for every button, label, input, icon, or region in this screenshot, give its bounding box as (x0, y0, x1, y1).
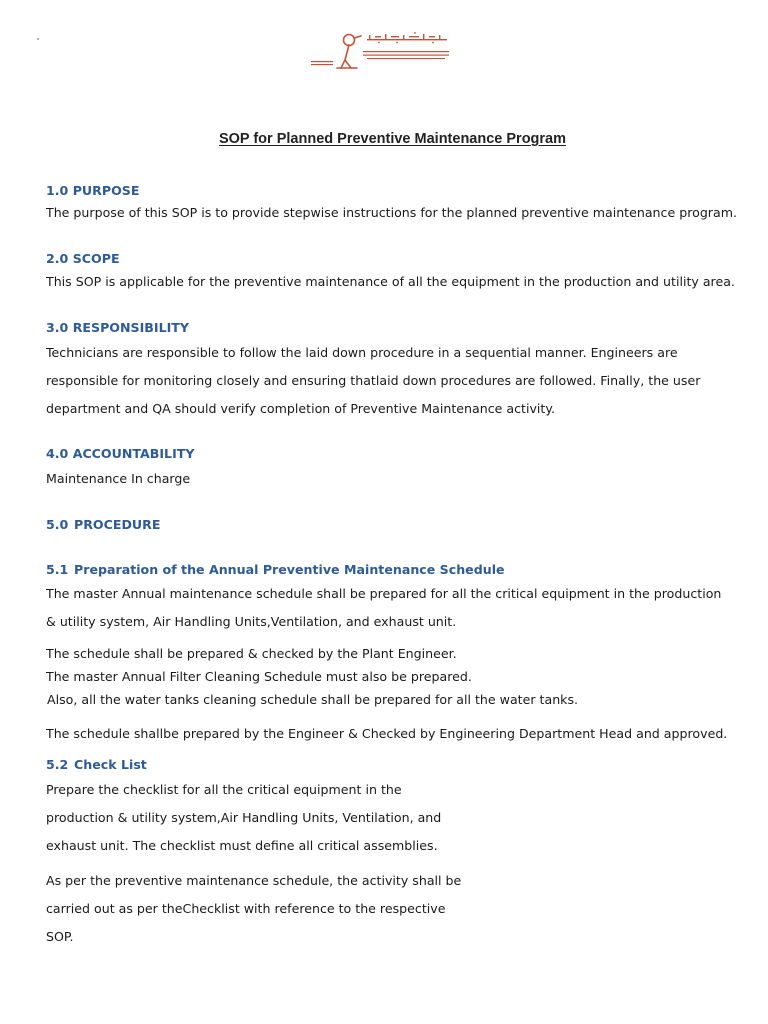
responsibility-line: responsible for monitoring closely and ensuring thatlaid down procedures are followed. Finally, the user (46, 373, 701, 388)
checklist-line: carried out as per theChecklist with reference to the respective (46, 901, 446, 916)
preparation-line: & utility system, Air Handling Units,Ventilation, and exhaust unit. (46, 614, 457, 629)
preparation-line: The schedule shall be prepared & checked by the Plant Engineer. (46, 646, 457, 661)
purpose-heading: 1.0 PURPOSE (46, 183, 140, 198)
mixer-icon (305, 30, 455, 74)
preparation-heading (46, 562, 505, 577)
checklist-line: As per the preventive maintenance schedule, the activity shall be (46, 873, 462, 888)
document-title: SOP for Planned Preventive Maintenance Program (218, 131, 567, 147)
accountability-heading: 4.0 ACCOUNTABILITY (46, 446, 195, 461)
responsibility-line: department and QA should verify completion of Preventive Maintenance activity. (46, 401, 555, 416)
preparation-line: The master Annual maintenance schedule shall be prepared for all the critical equipment in the production (46, 586, 722, 601)
scope-text: This SOP is applicable for the preventive maintenance of all the equipment in the production and utility area. (46, 274, 735, 289)
preparation-line: The schedule shallbe prepared by the Engineer & Checked by Engineering Department Head and approved. (46, 726, 728, 741)
procedure-title: PROCEDURE (74, 517, 161, 532)
responsibility-heading: 3.0 RESPONSIBILITY (46, 320, 190, 335)
stray-dot (37, 38, 39, 40)
preparation-title: Preparation of the Annual Preventive Maintenance Schedule (74, 562, 505, 577)
checklist-line: production & utility system,Air Handling Units, Ventilation, and (46, 810, 442, 825)
procedure-number: 5.0 (46, 517, 69, 532)
responsibility-line: Technicians are responsible to follow the laid down procedure in a sequential manner. Engineers are (46, 345, 678, 360)
checklist-number: 5.2 (46, 757, 69, 772)
preparation-line: Also, all the water tanks cleaning schedule shall be prepared for all the water tanks. (47, 692, 579, 707)
accountability-text: Maintenance In charge (46, 471, 191, 486)
checklist-line: Prepare the checklist for all the critical equipment in the (46, 782, 402, 797)
checklist-line: SOP. (46, 929, 74, 944)
company-logo (305, 30, 455, 74)
preparation-line: The master Annual Filter Cleaning Schedule must also be prepared. (46, 669, 472, 684)
preparation-number: 5.1 (46, 562, 69, 577)
checklist-title: Check List (74, 757, 147, 772)
checklist-heading (46, 757, 147, 772)
checklist-line: exhaust unit. The checklist must define all critical assemblies. (46, 838, 438, 853)
scope-heading: 2.0 SCOPE (46, 251, 120, 266)
procedure-heading (46, 517, 160, 532)
purpose-text: The purpose of this SOP is to provide stepwise instructions for the planned preventive maintenance program. (46, 205, 737, 220)
